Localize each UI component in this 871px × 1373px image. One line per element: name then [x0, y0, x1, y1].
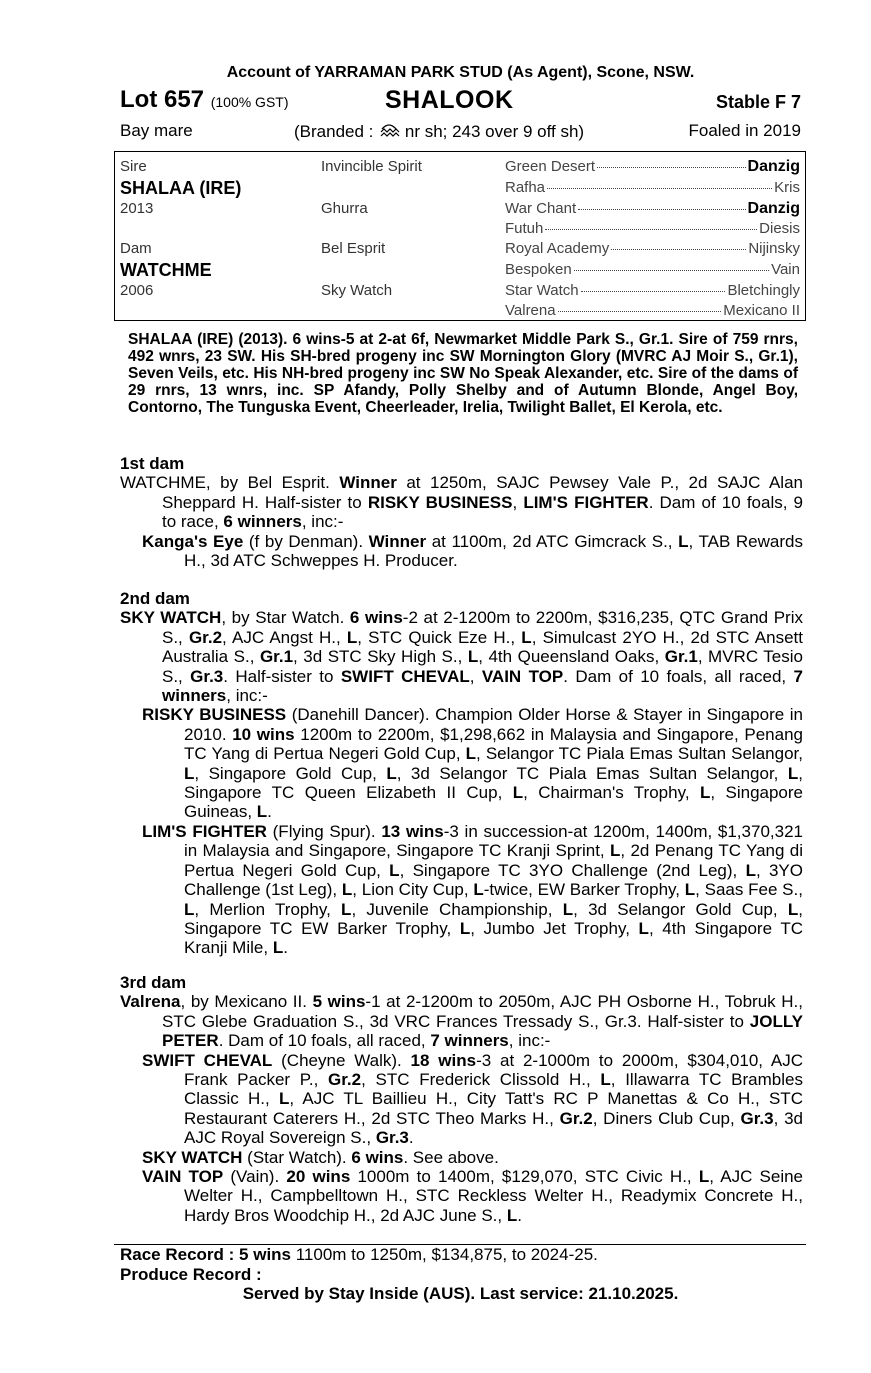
- brand-suffix: nr sh; 243 over 9 off sh): [404, 122, 585, 141]
- third-dam-foal: VAIN TOP (Vain). 20 wins 1000m to 1400m, $129,070, STC Civic H., L, AJC Seine Welter H., Campbelltown H., STC Reckless Welter H., Readymix Concrete H., Hardy Bros Woodchip H., 2d AJC June S., L.: [142, 1167, 804, 1225]
- pedigree-row: Valrena Mexicano II: [505, 302, 800, 319]
- foaled-year: Foaled in 2019: [688, 121, 801, 140]
- sire-sire: Invincible Spirit: [321, 158, 422, 175]
- records-block: [120, 1245, 598, 1284]
- horse-sex: Bay mare: [120, 121, 193, 140]
- vendor-account: [0, 64, 871, 82]
- sire-label: Sire: [120, 158, 147, 175]
- third-dam-foal: SKY WATCH (Star Watch). 6 wins. See above.: [142, 1147, 499, 1167]
- horse-name: SHALOOK: [385, 86, 514, 114]
- produce-record-label: Produce Record :: [120, 1264, 262, 1284]
- first-dam-section: [120, 454, 803, 570]
- pedigree-row: Green Desert Danzig: [505, 158, 800, 175]
- second-dam-section: [120, 589, 803, 958]
- sire-summary: SHALAA (IRE) (2013). 6 wins-5 at 2-at 6f, Newmarket Middle Park S., Gr.1. Sire of 759 rnrs, 492 wnrs, 23 SW. His SH-bred progeny inc SW Mornington Glory (MVRC AJ Moir S., Gr.1), Seven Veils, etc. His NH-bred progeny inc SW No Speak Alexander, etc. Sire of the dams of 29 rnrs, 13 wnrs, inc. SP Afandy, Polly Shelby and of Autumn Blonde, Angel Boy, Contorno, The Tunguska Event, Cheerleader, Irelia, Twilight Ballet, El Kerola, etc.: [128, 331, 798, 416]
- dam-dam: Sky Watch: [321, 282, 393, 299]
- race-record-label: Race Record : 5 wins: [120, 1245, 292, 1264]
- pedigree-row: Star Watch Bletchingly: [505, 282, 800, 299]
- vendor-account-text: Account of YARRAMAN PARK STUD (As Agent), Scone, NSW.: [226, 64, 695, 81]
- dam-year: 2006: [120, 282, 154, 299]
- second-dam-foal: LIM'S FIGHTER (Flying Spur). 13 wins-3 in succession-at 1200m, 1400m, $1,370,321 in Malaysia and Singapore, Singapore TC Kranji Sprint, L, 2d Penang TC Yang di Pertua Negeri Gold Cup, L, Singapore TC 3YO Challenge (2nd Leg), L, 3YO Challenge (1st Leg), L, Lion City Cup, L-twice, EW Barker Trophy, L, Saas Fee S., L, Merlion Trophy, L, Juvenile Championship, L, 3d Selangor Gold Cup, L, Singapore TC EW Barker Trophy, L, Jumbo Jet Trophy, L, 4th Singapore TC Kranji Mile, L.: [142, 821, 803, 958]
- sire-name: SHALAA (IRE): [120, 178, 242, 198]
- third-dam-text: Valrena, by Mexicano II. 5 wins-1 at 2-1200m to 2050m, AJC PH Osborne H., Tobruk H., STC Glebe Graduation S., 3d VRC Frances Tressady S., Gr.3. Half-sister to JOLLY PETER. Dam of 10 foals, all raced, 7 winners, inc:-: [120, 992, 803, 1051]
- dam-sire: Bel Esprit: [321, 240, 386, 257]
- dam-label: Dam: [120, 240, 152, 257]
- lot-label: Lot 657: [120, 86, 205, 113]
- first-dam-text: WATCHME, by Bel Esprit. Winner at 1250m, SAJC Pewsey Vale P., 2d SAJC Alan Sheppard H. Half-sister to RISKY BUSINESS, LIM'S FIGHTER. Dam of 10 foals, 9 to race, 6 winners, inc:-: [120, 473, 804, 532]
- pedigree-row: Rafha Kris: [505, 179, 800, 196]
- race-record-value: 1100m to 1250m, $134,875, to 2024-25.: [291, 1245, 598, 1264]
- third-dam-heading: 3rd dam: [120, 973, 187, 992]
- gst-label: (100% GST): [210, 94, 289, 110]
- pedigree-table: [114, 151, 806, 321]
- produce-record: [120, 1265, 598, 1285]
- dam-name: WATCHME: [120, 260, 212, 280]
- race-record: [120, 1245, 598, 1265]
- second-dam-foal: RISKY BUSINESS (Danehill Dancer). Champion Older Horse & Stayer in Singapore in 2010. 10 wins 1200m to 2200m, $1,298,662 in Malaysia and Singapore, Penang TC Yang di Pertua Negeri Gold Cup, L, Selangor TC Piala Emas Sultan Selangor, L, Singapore Gold Cup, L, 3d Selangor TC Piala Emas Sultan Selangor, L, Singapore TC Queen Elizabeth II Cup, L, Chairman's Trophy, L, Singapore Guineas, L.: [142, 705, 804, 822]
- third-dam-foal: SWIFT CHEVAL (Cheyne Walk). 18 wins-3 at 2-1000m to 2000m, $304,010, AJC Frank Packer P., Gr.2, STC Frederick Clissold H., L, Illawarra TC Brambles Classic H., L, AJC TL Baillieu H., City Tatt's RC P Manettas & Co H., STC Restaurant Caterers H., 2d STC Theo Marks H., Gr.2, Diners Club Cup, Gr.3, 3d AJC Royal Sovereign S., Gr.3.: [142, 1050, 803, 1148]
- sire-dam: Ghurra: [321, 200, 368, 217]
- brand-prefix: (Branded :: [294, 122, 374, 141]
- first-dam-foal: Kanga's Eye (f by Denman). Winner at 1100m, 2d ATC Gimcrack S., L, TAB Rewards H., 3d ATC Schweppes H. Producer.: [142, 531, 803, 571]
- brand-description: [294, 121, 584, 142]
- pedigree-row: Futuh Diesis: [505, 220, 800, 237]
- second-dam-text: SKY WATCH, by Star Watch. 6 wins-2 at 2-1200m to 2200m, $316,235, QTC Grand Prix S., Gr.2, AJC Angst H., L, STC Quick Eze H., L, Simulcast 2YO H., 2d STC Ansett Australia S., Gr.1, 3d STC Sky High S., L, 4th Queensland Oaks, Gr.1, MVRC Tesio S., Gr.3. Half-sister to SWIFT CHEVAL, VAIN TOP. Dam of 10 foals, all raced, 7 winners, inc:-: [120, 608, 804, 706]
- pedigree-row: War Chant Danzig: [505, 200, 800, 217]
- pedigree-row: Royal Academy Nijinsky: [505, 240, 800, 257]
- sire-year: 2013: [120, 200, 154, 217]
- brand-mark-icon: [378, 121, 400, 139]
- lot-number: [120, 86, 289, 114]
- first-dam-heading: 1st dam: [120, 454, 185, 473]
- served-by: Served by Stay Inside (AUS). Last service: 21.10.2025.: [242, 1284, 679, 1303]
- third-dam-section: [120, 973, 803, 1225]
- stable-location: Stable F 7: [715, 92, 801, 112]
- second-dam-heading: 2nd dam: [120, 589, 190, 608]
- pedigree-row: Bespoken Vain: [505, 261, 800, 278]
